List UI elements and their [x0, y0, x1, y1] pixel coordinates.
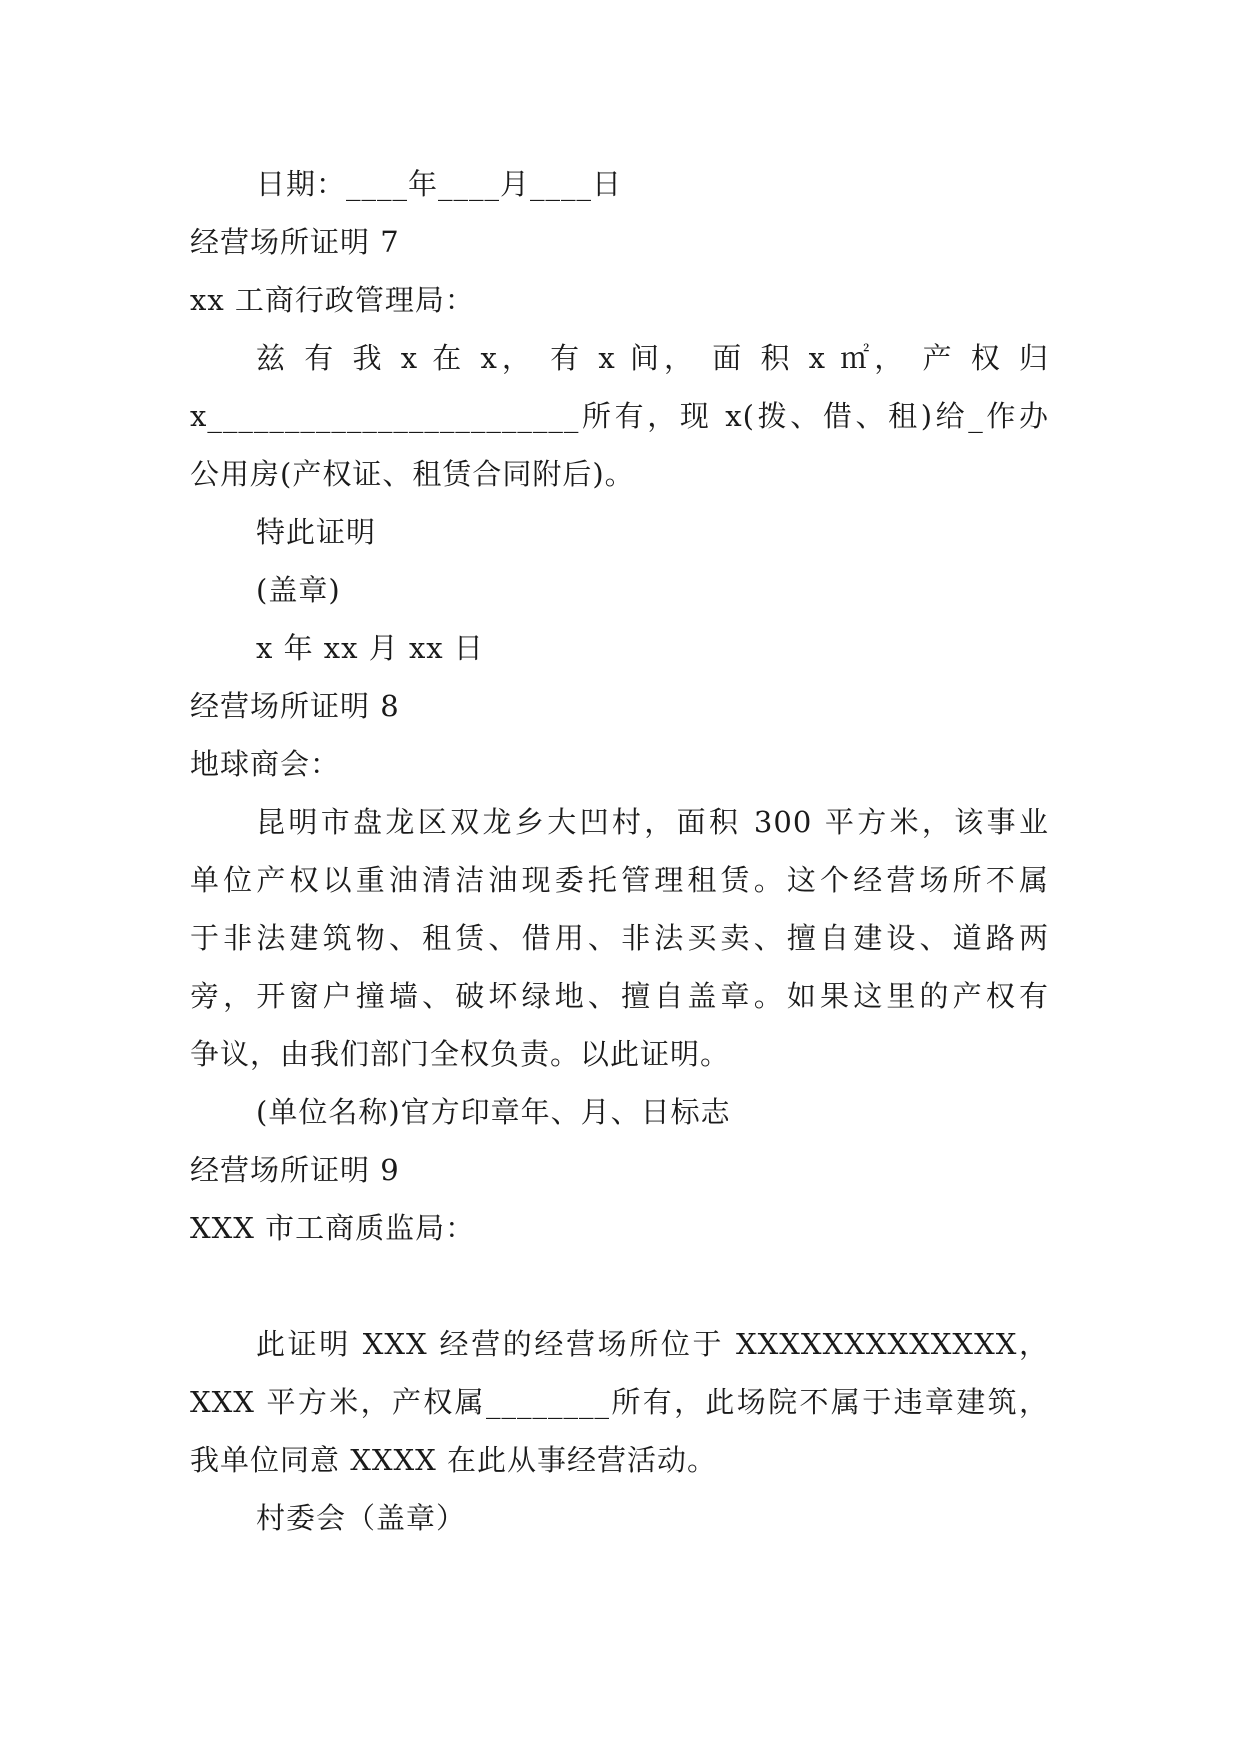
section-title-9: 经营场所证明 9 — [190, 1153, 400, 1187]
seal-line: (单位名称)官方印章年、月、日标志 — [256, 1095, 731, 1129]
paragraph-line: XXX 平方米，产权属________所有，此场院不属于违章建筑， — [190, 1385, 1049, 1419]
date-line: x 年 xx 月 xx 日 — [256, 631, 484, 665]
date-line: 日期：____年____月____日 — [256, 167, 623, 201]
seal-line: (盖章) — [256, 573, 341, 607]
paragraph-line: 单位产权以重油清洁油现委托管理租赁。这个经营场所不属 — [190, 863, 1049, 897]
paragraph-line: 昆明市盘龙区双龙乡大凹村，面积 300 平方米，该事业 — [256, 805, 1049, 839]
paragraph-line: 兹 有 我 x 在 x， 有 x 间， 面 积 x ㎡， 产 权 归 — [256, 341, 1049, 375]
addressee-9: XXX 市工商质监局： — [190, 1211, 476, 1245]
paragraph-line: 于非法建筑物、租赁、借用、非法买卖、擅自建设、道路两 — [190, 921, 1049, 955]
paragraph-line: 我单位同意 XXXX 在此从事经营活动。 — [190, 1443, 718, 1477]
paragraph-line: 公用房(产权证、租赁合同附后)。 — [190, 457, 635, 491]
certify-line: 特此证明 — [256, 515, 377, 549]
paragraph-line: 旁，开窗户撞墙、破坏绿地、擅自盖章。如果这里的产权有 — [190, 979, 1049, 1013]
addressee-7: xx 工商行政管理局： — [190, 283, 475, 317]
addressee-8: 地球商会： — [190, 747, 341, 781]
seal-line: 村委会（盖章） — [256, 1501, 467, 1535]
section-title-7: 经营场所证明 7 — [190, 225, 400, 259]
paragraph-line: 此证明 XXX 经营的经营场所位于 XXXXXXXXXXXXX， — [256, 1327, 1049, 1361]
paragraph-line: x________________________所有，现 x(拨、借、租)给_作办 — [190, 399, 1049, 433]
paragraph-line: 争议，由我们部门全权负责。以此证明。 — [190, 1037, 731, 1071]
section-title-8: 经营场所证明 8 — [190, 689, 400, 723]
